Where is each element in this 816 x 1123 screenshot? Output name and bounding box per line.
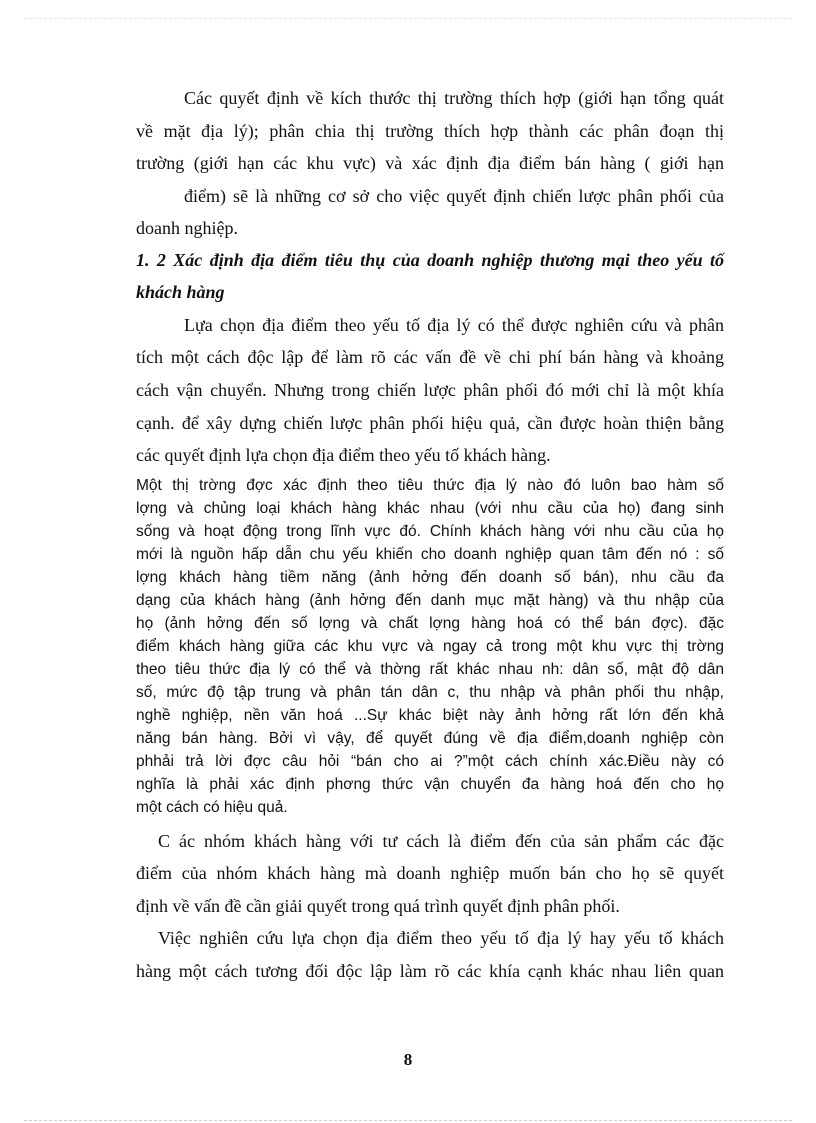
text-line: mới là nguồn hấp dẫn chu yếu khiến cho doanh nghiệp quan tâm đến nó : số — [136, 546, 724, 563]
bottom-page-edge — [24, 1120, 792, 1121]
text-line: dạng của khách hàng (ảnh hởng đến danh mục mặt hàng) và thu nhập của — [136, 592, 724, 609]
text-line: Các quyết định về kích thước thị trường thích hợp (giới hạn tổng quát — [184, 88, 724, 108]
text-line: Việc nghiên cứu lựa chọn địa điểm theo yếu tố địa lý hay yếu tố khách — [158, 928, 724, 948]
text-line: theo tiêu thức địa lý có thể và thờng rất khác nhau nh: dân số, mật độ dân — [136, 661, 724, 678]
page-number: 8 — [403, 1050, 413, 1069]
text-line: hàng một cách tương đối độc lập làm rõ các khía cạnh khác nhau liên quan — [136, 961, 724, 981]
top-page-edge — [24, 18, 792, 19]
text-line: số, mức độ tập trung và phân tán dân c, thu nhập và phân phối thu nhập, — [136, 684, 724, 701]
text-line: Lựa chọn địa điểm theo yếu tố địa lý có thể được nghiên cứu và phân — [184, 315, 724, 335]
text-line: điểm) sẽ là những cơ sở cho việc quyết định chiến lược phân phối của — [184, 186, 724, 206]
text-line: họ (ảnh hởng đến số lợng và chất lợng hàng hoá có thể bán đợc). đặc — [136, 615, 724, 632]
text-line: C ác nhóm khách hàng với tư cách là điểm đến của sản phẩm các đặc — [158, 831, 724, 851]
text-line: lợng và chủng loại khách hàng khác nhau (với nhu cầu của họ) đang sinh — [136, 500, 724, 517]
text-line: cạnh. để xây dựng chiến lược phân phối hiệu quả, cần được hoàn thiện bằng — [136, 413, 724, 433]
text-line: doanh nghiệp. — [136, 218, 238, 238]
heading-line: 1. 2 Xác định địa điểm tiêu thụ của doanh nghiệp thương mại theo yếu tố — [136, 250, 724, 270]
text-line: phhải trả lời đợc câu hỏi “bán cho ai ?”một cách chính xác.Điều này có — [136, 753, 724, 770]
heading-line: khách hàng — [136, 282, 225, 302]
text-line: một cách có hiệu quả. — [136, 799, 288, 816]
text-line: tích một cách độc lập để làm rõ các vấn đề về chi phí bán hàng và khoảng — [136, 347, 724, 367]
text-line: các quyết định lựa chọn địa điểm theo yếu tố khách hàng. — [136, 445, 551, 465]
text-line: về mặt địa lý); phân chia thị trường thích hợp thành các phân đoạn thị — [136, 121, 724, 141]
text-line: lợng khách hàng tiềm năng (ảnh hởng đến doanh số bán), nhu cầu đa — [136, 569, 724, 586]
text-line: Một thị trờng đợc xác định theo tiêu thức địa lý nào đó luôn bao hàm số — [136, 477, 724, 494]
text-line: trường (giới hạn các khu vực) và xác định địa điểm bán hàng ( giới hạn — [136, 153, 724, 173]
text-line: sống và hoạt động trong lĩnh vực đó. Chính khách hàng với nhu cầu của họ — [136, 523, 724, 540]
text-line: nghĩa là phải xác định phơng thức vận chuyển đa hàng hoá đến cho họ — [136, 776, 724, 793]
text-line: điểm khách hàng giữa các khu vực và ngay cả trong một khu vực thị trờng — [136, 638, 724, 655]
text-line: định về vấn đề cần giải quyết trong quá trình quyết định phân phối. — [136, 896, 620, 916]
text-line: nghề nghiệp, nền văn hoá ...Sự khác biệt này ảnh hởng rất lớn đến khả — [136, 707, 724, 724]
text-line: năng bán hàng. Bởi vì vậy, để quyết đúng về địa điểm,doanh nghiệp còn — [136, 730, 724, 747]
text-line: điểm của nhóm khách hàng mà doanh nghiệp muốn bán cho họ sẽ quyết — [136, 863, 724, 883]
text-line: cách vận chuyển. Nhưng trong chiến lược phân phối đó mới chỉ là một khía — [136, 380, 724, 400]
